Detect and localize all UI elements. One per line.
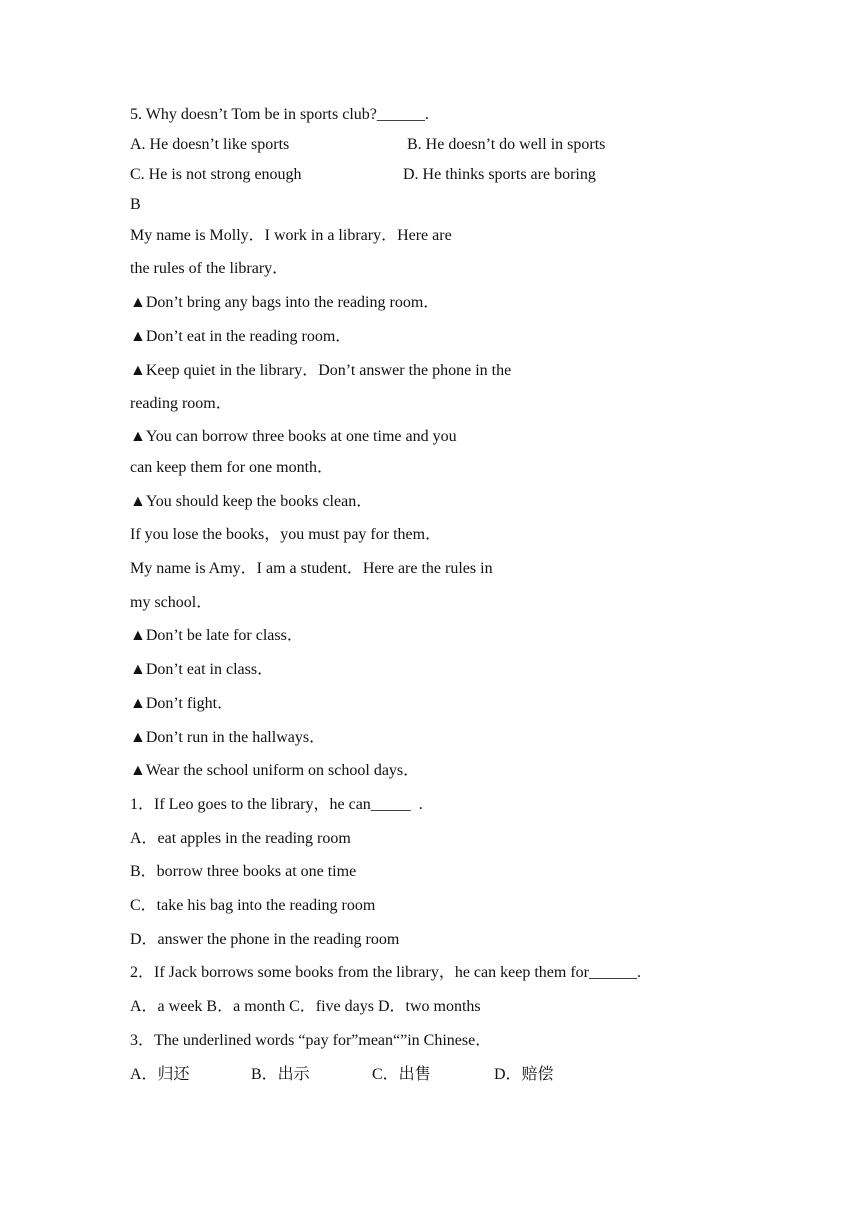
section-b-heading: B <box>130 196 141 213</box>
passage-line: the rules of the library． <box>130 260 289 277</box>
question-1-option-d: D．answer the phone in the reading room <box>130 931 400 948</box>
passage-line: ▲Don’t fight． <box>130 695 234 712</box>
passage-line: ▲Don’t eat in the reading room． <box>130 328 352 345</box>
question-1-option-a: A．eat apples in the reading room <box>130 830 351 847</box>
question-5-option-b: B. He doesn’t do well in sports <box>407 136 606 153</box>
question-2-options: A．a week B．a month C．five days D．two months <box>130 998 481 1015</box>
question-5-option-a: A. He doesn’t like sports <box>130 136 290 153</box>
question-1-option-c: C．take his bag into the reading room <box>130 897 376 914</box>
passage-line: ▲Don’t run in the hallways． <box>130 729 326 746</box>
question-2-stem: 2．If Jack borrows some books from the library，he can keep them for______. <box>130 964 641 981</box>
question-5-option-d: D. He thinks sports are boring <box>403 166 596 183</box>
passage-line: If you lose the books，you must pay for them． <box>130 526 442 543</box>
question-1-option-b: B．borrow three books at one time <box>130 863 357 880</box>
passage-line: ▲Wear the school uniform on school days． <box>130 762 420 779</box>
passage-line: ▲Don’t eat in class． <box>130 661 274 678</box>
passage-line: ▲Keep quiet in the library．Don’t answer the phone in the <box>130 362 512 379</box>
passage-line: ▲Don’t be late for class． <box>130 627 303 644</box>
question-3-option-d: D．赔偿 <box>494 1066 554 1083</box>
passage-line: reading room． <box>130 395 232 412</box>
question-5-stem: 5. Why doesn’t Tom be in sports club?______. <box>130 106 429 123</box>
passage-line: ▲Don’t bring any bags into the reading room． <box>130 294 440 311</box>
passage-line: ▲You can borrow three books at one time and you <box>130 428 457 445</box>
passage-line: ▲You should keep the books clean． <box>130 493 373 510</box>
question-3-option-a: A．归还 <box>130 1066 190 1083</box>
passage-line: my school． <box>130 594 213 611</box>
passage-line: My name is Amy．I am a student．Here are the rules in <box>130 560 493 577</box>
question-3-option-c: C．出售 <box>372 1066 431 1083</box>
question-3-stem: 3．The underlined words “pay for”mean“”in Chinese． <box>130 1032 492 1049</box>
question-1-stem: 1．If Leo goes to the library，he can_____ . <box>130 796 423 813</box>
passage-line: can keep them for one month． <box>130 459 334 476</box>
question-3-option-b: B．出示 <box>251 1066 310 1083</box>
passage-line: My name is Molly．I work in a library．Here are <box>130 227 452 244</box>
question-5-option-c: C. He is not strong enough <box>130 166 302 183</box>
